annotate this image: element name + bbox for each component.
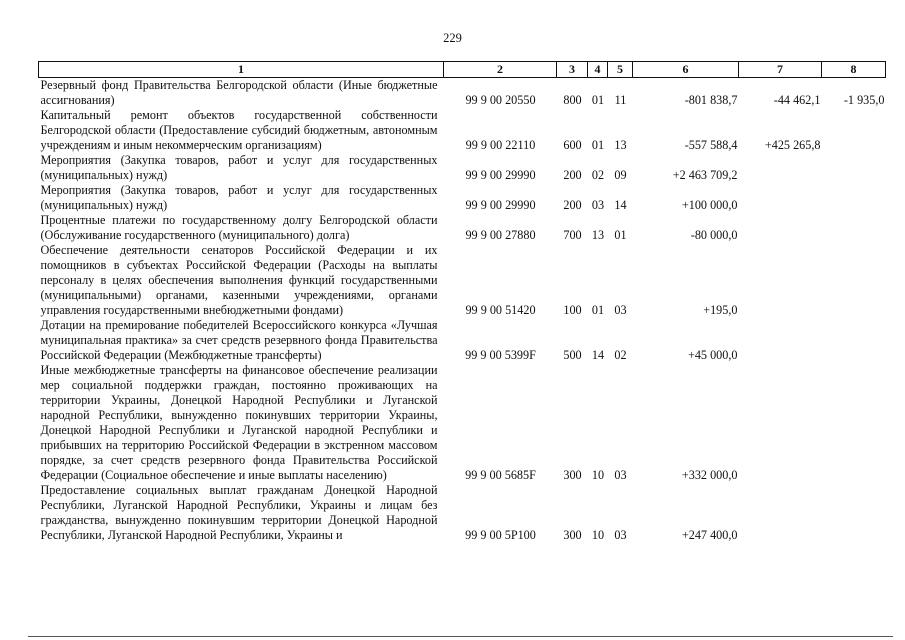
row-col-5: 01 — [614, 228, 627, 242]
row-col-5: 03 — [614, 528, 627, 542]
row-description: Дотации на премирование победителей Всероссийского конкурса «Лучшая муниципальная практика» за счет средств резервного фонда Правительства Российской Федерации (Межбюджетные трансферты) — [40, 318, 438, 362]
budget-table — [38, 61, 886, 543]
row-col-4: 10 — [591, 468, 605, 482]
header-col-5: 5 — [608, 62, 633, 78]
row-col-8 — [822, 213, 886, 243]
header-col-7: 7 — [739, 62, 822, 78]
header-col-4: 4 — [588, 62, 608, 78]
table-row — [39, 363, 886, 483]
row-col-7: +425 265,8 — [764, 138, 821, 152]
row-col-7: -44 462,1 — [773, 93, 821, 107]
row-col-5: 09 — [614, 168, 627, 182]
row-col-4: 02 — [591, 168, 605, 182]
row-col-5: 11 — [614, 93, 627, 107]
row-col-5: 13 — [614, 138, 627, 152]
row-description: Капитальный ремонт объектов государственной собственности Белгородской области (Предоставление субсидий бюджетным, автономным учреждениям и иным некоммерческим организациям) — [40, 108, 438, 152]
row-col-7 — [739, 318, 822, 363]
row-col-7 — [739, 483, 822, 543]
row-description: Процентные платежи по государственному долгу Белгородской области (Обслуживание государственного (муниципального) долга) — [40, 213, 438, 242]
row-code: 99 9 00 29990 — [465, 168, 536, 182]
row-col-4: 01 — [591, 303, 605, 317]
row-col-7 — [739, 243, 822, 318]
row-code: 99 9 00 5399F — [465, 348, 536, 362]
row-col-6: -557 588,4 — [684, 138, 738, 152]
row-col-3: 700 — [563, 228, 582, 242]
header-col-2: 2 — [444, 62, 557, 78]
row-col-3: 500 — [563, 348, 582, 362]
header-row — [39, 62, 886, 78]
row-col-7 — [739, 153, 822, 183]
table-row — [39, 153, 886, 183]
row-description: Иные межбюджетные трансферты на финансовое обеспечение реализации мер социальной поддержки граждан, постоянно проживающих на территории Украины, Донецкой Народной Республики и Луганской народной Республики, вынужденно покинувших территории Украины, Донецкой Народной Республики и Луганской народной Республики и прибывших на территорию Российской Федерации в экстренном массовом порядке, за счет средств резервного фонда Правительства Российской Федерации (Социальное обеспечение и иные выплаты населению) — [40, 363, 438, 482]
row-col-6: +195,0 — [703, 303, 738, 317]
row-col-8 — [822, 153, 886, 183]
header-col-8: 8 — [822, 62, 886, 78]
row-col-5: 03 — [614, 468, 627, 482]
row-code: 99 9 00 5P100 — [465, 528, 536, 542]
row-col-6: +45 000,0 — [687, 348, 738, 362]
row-col-7 — [739, 363, 822, 483]
row-col-4: 01 — [591, 93, 605, 107]
row-description: Мероприятия (Закупка товаров, работ и услуг для государственных (муниципальных) нужд) — [40, 183, 438, 212]
row-col-4: 03 — [591, 198, 605, 212]
table-row — [39, 318, 886, 363]
row-description: Предоставление социальных выплат гражданам Донецкой Народной Республики, Луганской Народной Республики, Украины и лицам без гражданства, вынужденно покинувшим территории Донецкой Народной Республики, Луганской Народной Республики, Украины и — [40, 483, 438, 542]
row-col-6: +2 463 709,2 — [672, 168, 738, 182]
page-number: 229 — [443, 31, 462, 45]
row-description: Резервный фонд Правительства Белгородской области (Иные бюджетные ассигнования) — [40, 78, 438, 107]
table-row — [39, 108, 886, 153]
row-col-3: 600 — [563, 138, 582, 152]
row-col-7 — [739, 213, 822, 243]
row-col-6: -80 000,0 — [690, 228, 738, 242]
header-col-6: 6 — [633, 62, 739, 78]
row-col-8 — [822, 183, 886, 213]
row-col-4: 10 — [591, 528, 605, 542]
row-col-8 — [822, 318, 886, 363]
row-col-4: 01 — [591, 138, 605, 152]
table-row — [39, 483, 886, 543]
table-row — [39, 78, 886, 109]
row-code: 99 9 00 29990 — [465, 198, 536, 212]
row-col-8 — [822, 243, 886, 318]
row-col-3: 800 — [563, 93, 582, 107]
row-col-3: 200 — [563, 168, 582, 182]
header-col-3: 3 — [557, 62, 588, 78]
row-code: 99 9 00 5685F — [465, 468, 536, 482]
row-col-5: 02 — [614, 348, 627, 362]
row-col-3: 100 — [563, 303, 582, 317]
row-col-3: 300 — [563, 528, 582, 542]
row-col-8 — [822, 483, 886, 543]
row-description: Мероприятия (Закупка товаров, работ и услуг для государственных (муниципальных) нужд) — [40, 153, 438, 182]
row-col-8: -1 935,0 — [843, 93, 885, 107]
row-code: 99 9 00 20550 — [465, 93, 536, 107]
row-col-5: 14 — [614, 198, 627, 212]
header-col-1: 1 — [39, 62, 444, 78]
row-col-4: 13 — [591, 228, 605, 242]
row-col-6: -801 838,7 — [684, 93, 738, 107]
table-row — [39, 213, 886, 243]
row-code: 99 9 00 51420 — [465, 303, 536, 317]
row-description: Обеспечение деятельности сенаторов Российской Федерации и их помощников в субъектах Российской Федерации (Расходы на выплаты персоналу в целях обеспечения выполнения функций государственными (муниципальными) органами, казенными учреждениями, органами управления государственными внебюджетными фондами) — [40, 243, 438, 317]
row-code: 99 9 00 22110 — [465, 138, 536, 152]
row-col-5: 03 — [614, 303, 627, 317]
row-col-8 — [822, 363, 886, 483]
row-col-3: 300 — [563, 468, 582, 482]
bottom-divider — [28, 636, 893, 637]
row-col-6: +332 000,0 — [681, 468, 738, 482]
row-col-8 — [822, 108, 886, 153]
row-code: 99 9 00 27880 — [465, 228, 536, 242]
row-col-6: +100 000,0 — [681, 198, 738, 212]
table-row — [39, 183, 886, 213]
row-col-6: +247 400,0 — [681, 528, 738, 542]
table-row — [39, 243, 886, 318]
row-col-3: 200 — [563, 198, 582, 212]
row-col-4: 14 — [591, 348, 605, 362]
row-col-7 — [739, 183, 822, 213]
